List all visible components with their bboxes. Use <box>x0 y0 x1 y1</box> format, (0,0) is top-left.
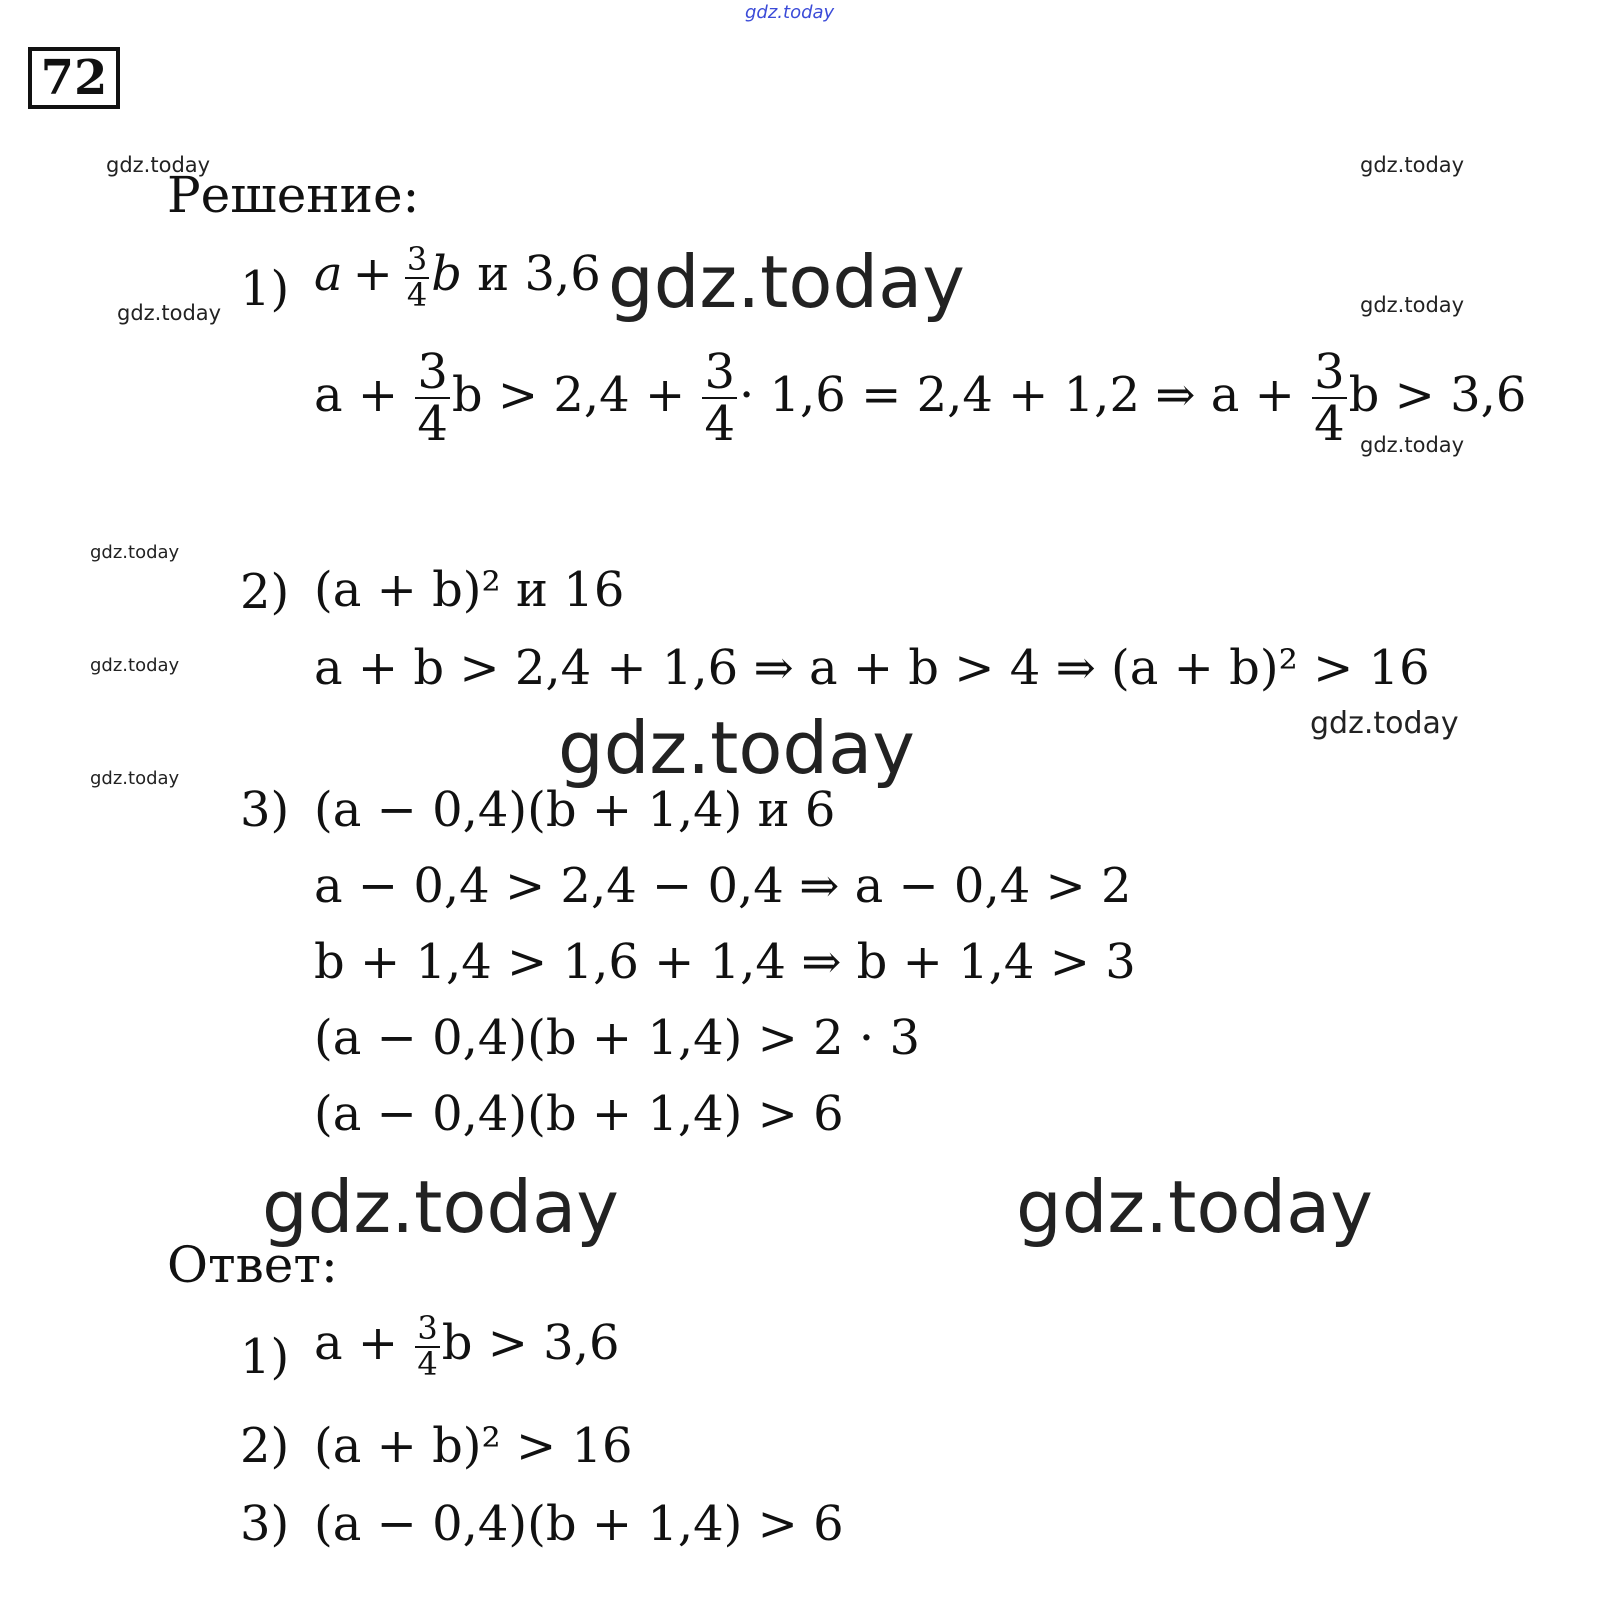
watermark: gdz.today <box>90 768 180 789</box>
watermark: gdz.today <box>1360 293 1465 317</box>
problem-number: 72 <box>28 47 120 109</box>
watermark-top: gdz.today <box>745 2 835 23</box>
watermark: gdz.today <box>90 655 180 676</box>
solution-heading: Решение: <box>167 166 420 224</box>
part-3-line-3: (a − 0,4)(b + 1,4) > 2 · 3 <box>314 1010 920 1066</box>
watermark-large: gdz.today <box>262 1165 619 1249</box>
part-2-line-1: a + b > 2,4 + 1,6 ⇒ a + b > 4 ⇒ (a + b)² > 16 <box>314 640 1430 696</box>
part-2-statement: (a + b)² и 16 <box>314 562 625 618</box>
watermark: gdz.today <box>106 153 211 177</box>
part-3-statement: (a − 0,4)(b + 1,4) и 6 <box>314 782 836 838</box>
part-1-statement: a + $\frac{3}{4}$ b и 3,6 <box>314 240 601 314</box>
fraction: $\frac{3}{4}$ <box>406 240 428 314</box>
watermark: gdz.today <box>1310 706 1459 741</box>
answer-3-label: 3) <box>240 1496 290 1552</box>
answer-2-label: 2) <box>240 1418 290 1474</box>
watermark: gdz.today <box>1360 153 1465 177</box>
answer-1-label: 1) <box>240 1329 290 1385</box>
watermark: gdz.today <box>90 542 180 563</box>
answer-3: (a − 0,4)(b + 1,4) > 6 <box>314 1496 844 1552</box>
watermark: gdz.today <box>117 301 222 325</box>
fraction: $\frac{3}{4}$ <box>417 344 448 453</box>
part-1-line-1: a + $\frac{3}{4}$ b > 2,4 + $\frac{3}{4}$ · 1,6 = 2,4 + 1,2 ⇒ a + $\frac{3}{4}$ b > 3,6 <box>314 344 1527 453</box>
answer-heading: Ответ: <box>167 1236 338 1294</box>
part-3-line-2: b + 1,4 > 1,6 + 1,4 ⇒ b + 1,4 > 3 <box>314 934 1136 990</box>
fraction: $\frac{3}{4}$ <box>417 1309 438 1383</box>
answer-1: a + $\frac{3}{4}$ b > 3,6 <box>314 1309 620 1383</box>
part-2-label: 2) <box>240 564 290 620</box>
part-1-label: 1) <box>240 261 290 317</box>
fraction: $\frac{3}{4}$ <box>1314 344 1345 453</box>
watermark-large: gdz.today <box>1016 1165 1373 1249</box>
watermark-large: gdz.today <box>558 706 915 790</box>
answer-2: (a + b)² > 16 <box>314 1418 633 1474</box>
fraction: $\frac{3}{4}$ <box>704 344 735 453</box>
watermark-large: gdz.today <box>608 240 965 324</box>
part-3-line-4: (a − 0,4)(b + 1,4) > 6 <box>314 1086 844 1142</box>
watermark: gdz.today <box>1360 433 1465 457</box>
part-3-line-1: a − 0,4 > 2,4 − 0,4 ⇒ a − 0,4 > 2 <box>314 858 1132 914</box>
part-3-label: 3) <box>240 782 290 838</box>
